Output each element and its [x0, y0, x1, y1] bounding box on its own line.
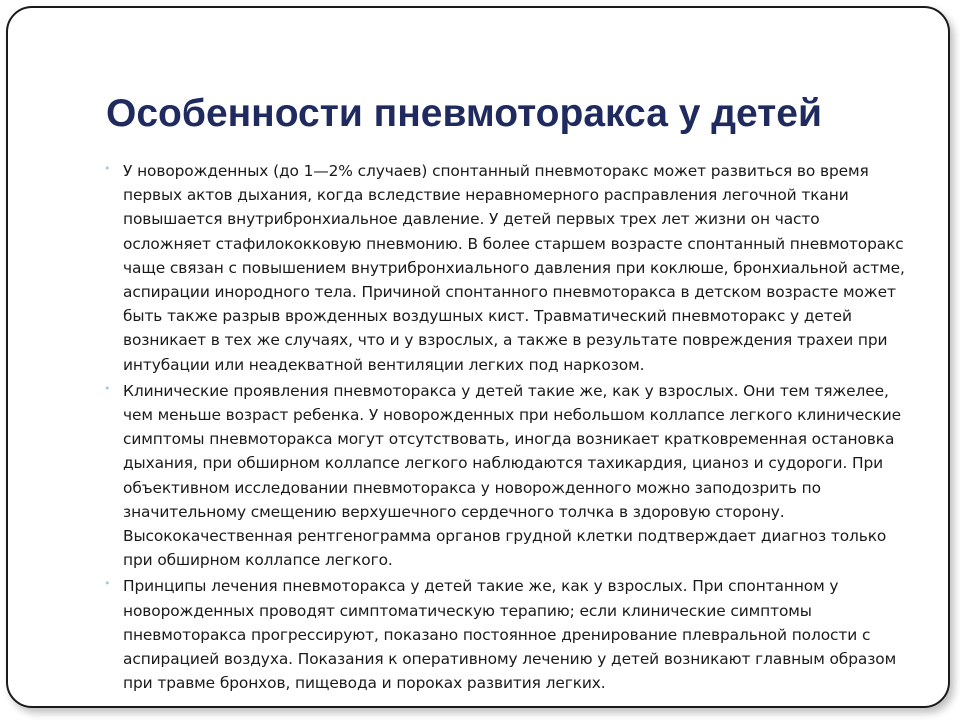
bullet-list [104, 159, 910, 697]
bullet-text: Клинические проявления пневмоторакса у детей такие же, как у взрослых. Они тем тяжелее, чем меньше возраст ребенка. У новорожденных при небольшом коллапсе легкого клинические симптомы пневмоторакса могут отсутствовать, иногда возникает кратковременная остановка дыхания, при обширном коллапсе легкого наблюдаются тахикардия, цианоз и судороги. При объективном исследовании пневмоторакса у новорожденного можно заподозрить по значительному смещению верхушечного сердечного толчка в здоровую сторону. Высококачественная рентгенограмма органов грудной клетки подтверждает диагноз только при обширном коллапсе легкого. [123, 381, 902, 570]
bullet-text: Принципы лечения пневмоторакса у детей такие же, как у взрослых. При спонтанном у новорожденных проводят симптоматическую терапию; если клинические симптомы пневмоторакса прогрессируют, показано постоянное дренирование плевральной полости с аспирацией воздуха. Показания к оперативному лечению у детей возникают главным образом при травме бронхов, пищевода и пороках развития легких. [123, 577, 897, 693]
bullet-item [104, 574, 910, 695]
bullet-text: У новорожденных (до 1—2% случаев) спонтанный пневмоторакс может развиться во время первых актов дыхания, когда вследствие неравномерного расправления легочной ткани повышается внутрибронхиальное давление. У детей первых трех лет жизни он часто осложняет стафилококковую пневмонию. В более старшем возрасте спонтанный пневмоторакс чаще связан с повышением внутрибронхиального давления при коклюше, бронхиальной астме, аспирации инородного тела. Причиной спонтанного пневмоторакса в детском возрасте может быть также разрыв врожденных воздушных кист. Травматический пневмоторакс у детей возникает в тех же случаях, что и у взрослых, а также в результате повреждения трахеи при интубации или неадекватной вентиляции легких под наркозом. [123, 162, 905, 374]
bullet-icon: • [104, 381, 111, 395]
bullet-icon: • [104, 162, 111, 175]
bullet-icon: • [104, 577, 111, 591]
slide-title: Особенности пневмоторакса у детей [106, 92, 822, 135]
bullet-item [104, 159, 910, 377]
bullet-item [104, 379, 910, 573]
